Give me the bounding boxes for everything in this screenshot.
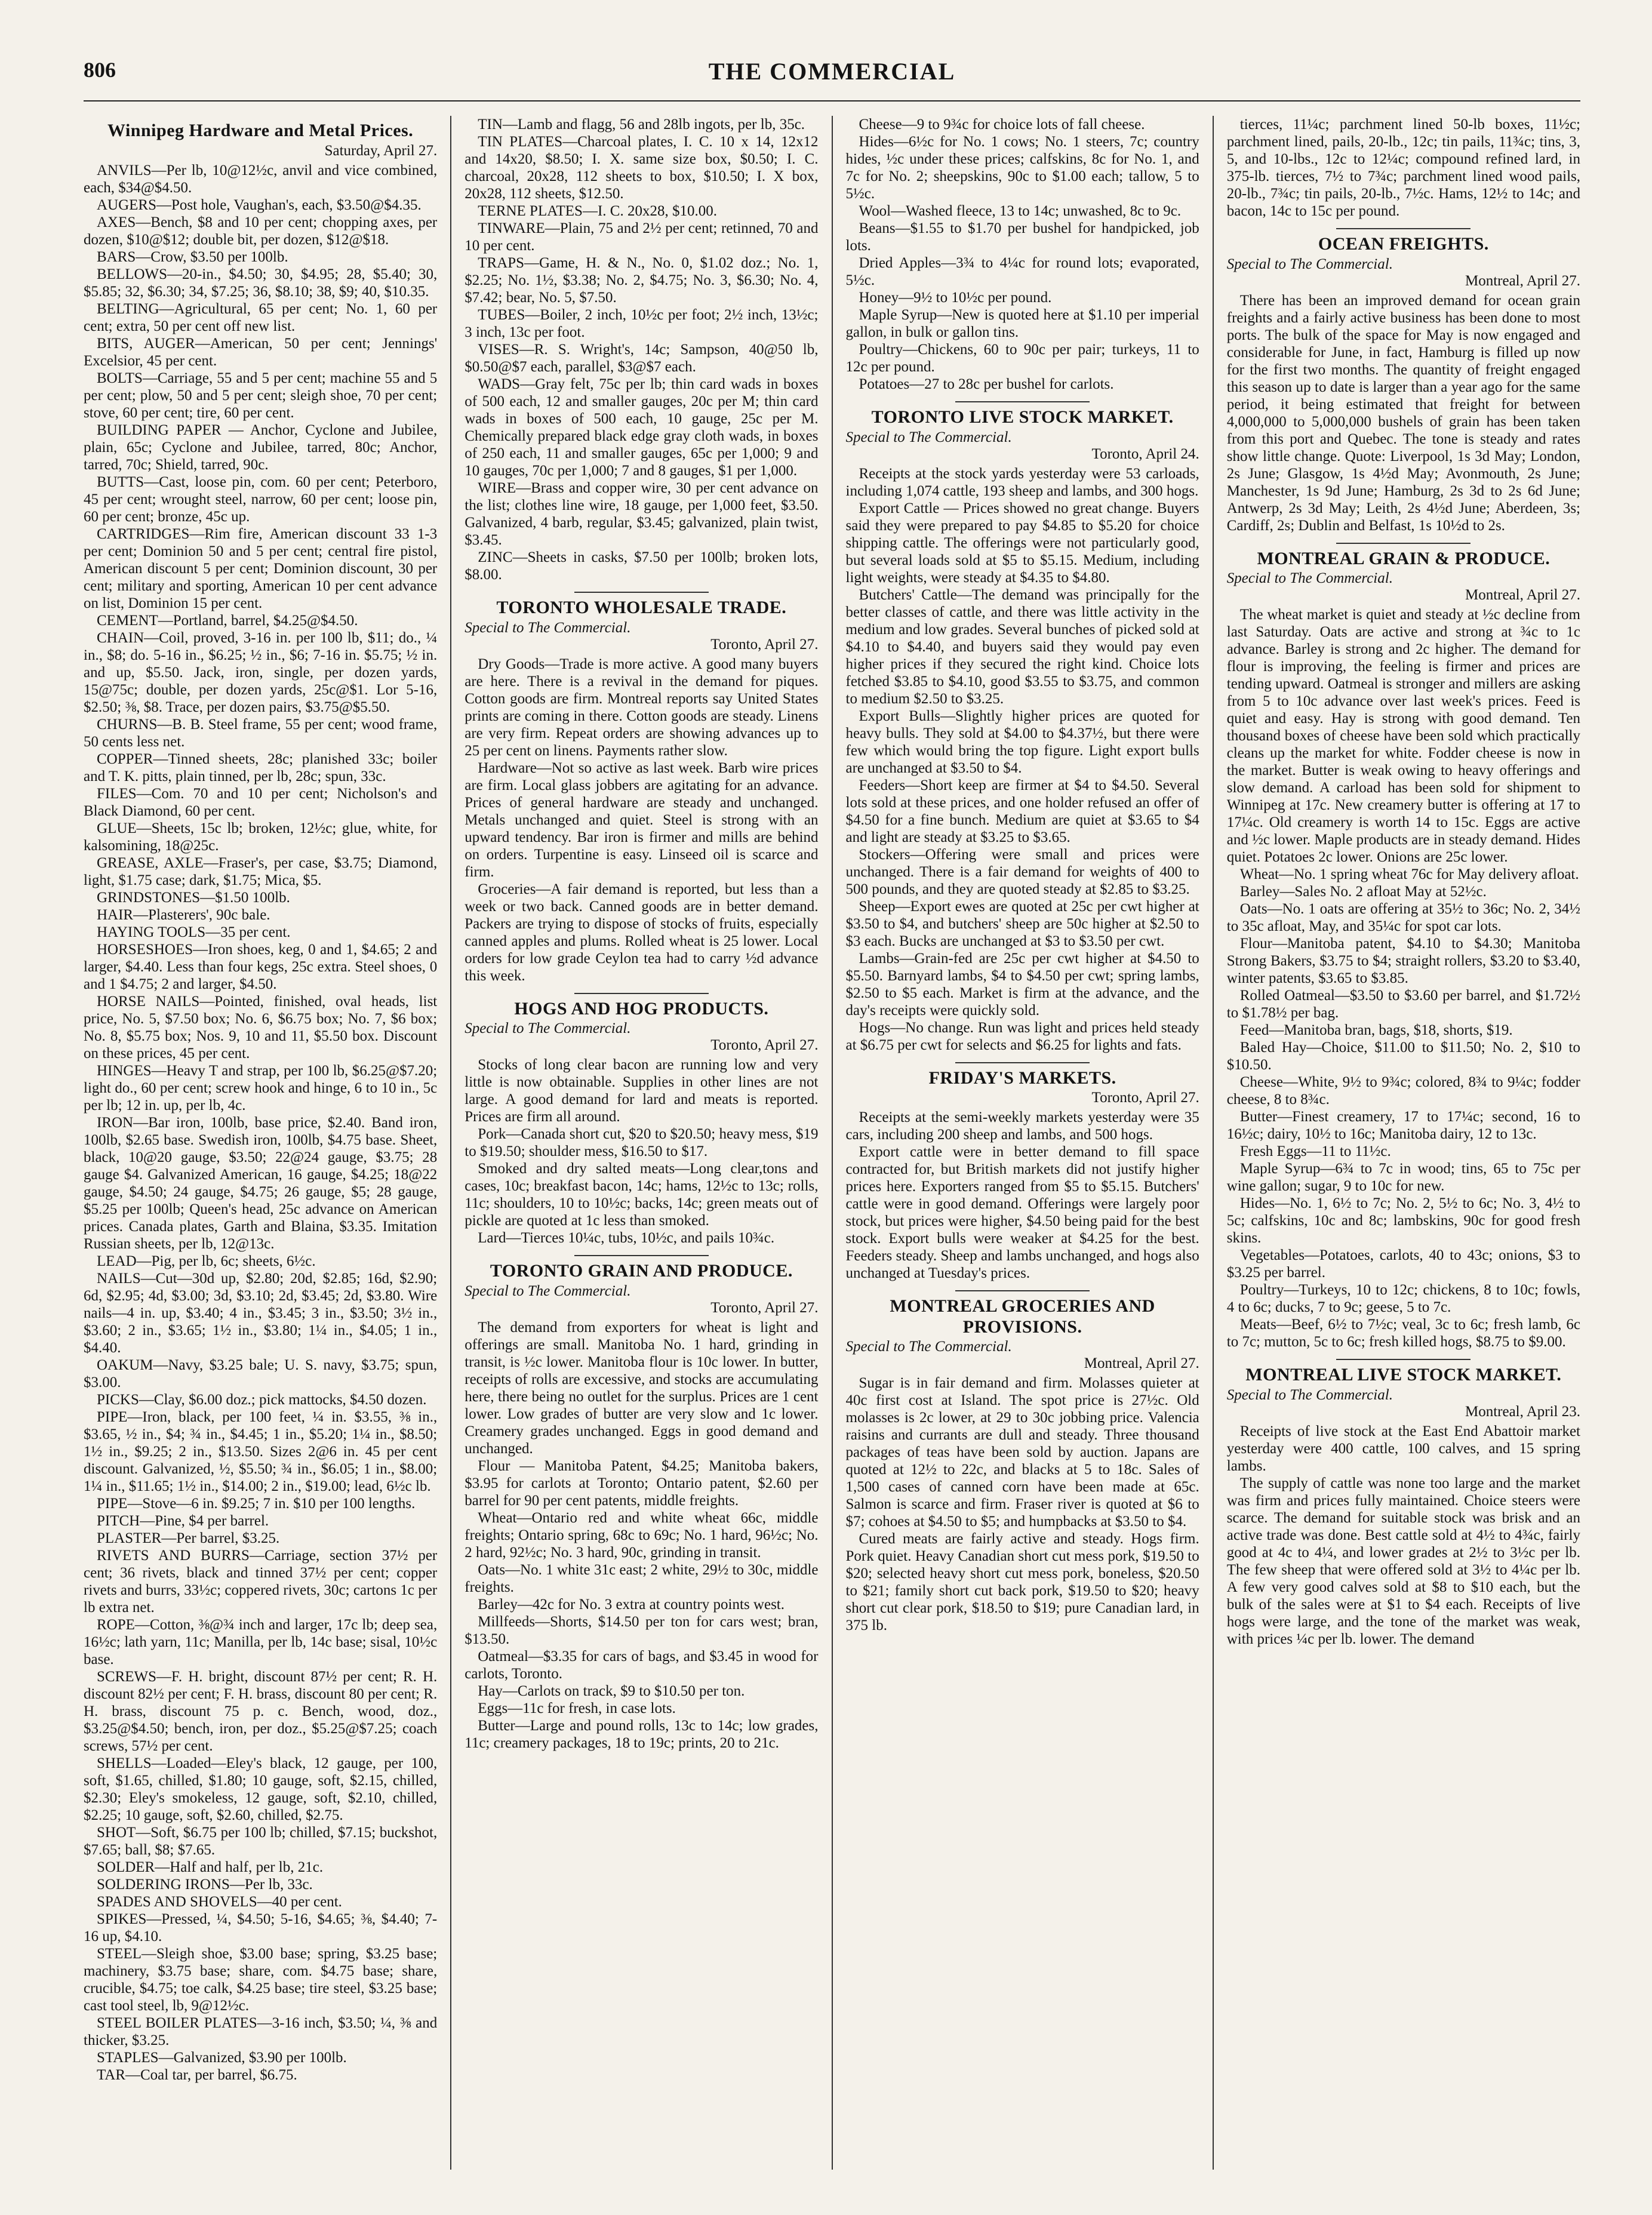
article-paragraph: Wheat—Ontario red and white wheat 66c, middle freights; Ontario spring, 68c to 69c; No. 1 hard, 96½c; No. 2 hard, 92½c; No. 3 hard, 90c, grinding in transit. bbox=[464, 1509, 819, 1561]
article-paragraph: STEEL—Sleigh shoe, $3.00 base; spring, $3.25 base; machinery, $3.75 base; share, com. $4.75 base; share, crucible, $4.75; toe calk, $4.25 base; tire steel, $3.25 base; cast tool steel, lb, 9@12½c. bbox=[84, 1945, 438, 2014]
article-paragraph: Meats—Beef, 6½ to 7½c; veal, 3c to 6c; fresh lamb, 6c to 7c; mutton, 5c to 6c; fresh killed hogs, $8.75 to $9.00. bbox=[1226, 1316, 1580, 1350]
article-title: MONTREAL GROCERIES AND PROVISIONS. bbox=[890, 1296, 1155, 1337]
article-paragraph: IRON—Bar iron, 100lb, base price, $2.40. Band iron, 100lb, $2.65 base. Swedish iron, 100lb, $4.75 base. Sheet, black, 10@20 gauge, $3.50; 22@24 gauge, $3.75; 28 gauge $4. Galvanized American, 16 gauge, $4.25; 18@22 gauge, $4.50; 24 gauge, $4.75; 26 gauge, $5; 28 gauge, $5.25 per 100lb; Queen's head, 25c advance on American prices. Canada plates, Garth and Blaina, $3.35. Imitation Russian sheets, per lb, 12@13c. bbox=[84, 1114, 438, 1252]
article bbox=[84, 121, 437, 2084]
special-credit: Special to The Commercial. bbox=[464, 619, 631, 636]
article-title: HOGS AND HOG PRODUCTS. bbox=[514, 998, 769, 1019]
article-paragraph: Barley—42c for No. 3 extra at country points west. bbox=[478, 1596, 785, 1613]
article-paragraph: PIPE—Iron, black, per 100 feet, ¼ in. $3.55, ⅜ in., $3.65, ½ in., $4; ¾ in., $4.45; 1 in., $5.20; 1¼ in., $8.50; 1½ in., $9.25; 2 in., $13.50. Sizes 2@6 in. 45 per cent discount. Galvanized, ½, $5.50; ¾ in., $6.05; 1 in., $8.00; 1¼ in., $11.65; 1½ in., $14.00; 2 in., $19.00; lead, 6½c lb. bbox=[84, 1408, 438, 1494]
article-paragraph: OAKUM—Navy, $3.25 bale; U. S. navy, $3.75; spun, $3.00. bbox=[84, 1356, 438, 1390]
column-2 bbox=[450, 116, 831, 2170]
article-paragraph: tierces, 11¼c; parchment lined 50-lb boxes, 11½c; parchment lined, pails, 20-lb., 12c; tin pails, 11¾c; tins, 3, 5, and 10-lbs., 12c to 12¼c; compound refined lard, in 375-lb. tierces, 7½ to 7¾c; parchment lined wood pails, 20-lb., 7¾c; tin pails, 20-lb., 7½c. Hams, 12½ to 14c; and bacon, 14c to 15c per pound. bbox=[1226, 116, 1580, 219]
article-paragraph: Lambs—Grain-fed are 25c per cwt higher at $4.50 to $5.50. Barnyard lambs, $4 to $4.50 per cwt; spring lambs, $2.50 to $5 each. Market is firm at the advance, and the day's receipts were quickly sold. bbox=[845, 950, 1199, 1019]
article-paragraph: Poultry—Chickens, 60 to 90c per pair; turkeys, 11 to 12c per pound. bbox=[845, 342, 1199, 375]
article bbox=[464, 116, 818, 583]
article bbox=[1227, 228, 1580, 534]
article-paragraph: Vegetables—Potatoes, carlots, 40 to 43c; onions, $3 to $3.25 per barrel. bbox=[1226, 1247, 1580, 1281]
article-paragraph: Stocks of long clear bacon are running low and very little is now obtainable. Supplies in other lines are not large. A good demand for lard and meats is reported. Prices are firm all around. bbox=[464, 1057, 819, 1125]
article-paragraph: Cheese—White, 9½ to 9¾c; colored, 8¾ to 9¼c; fodder cheese, 8 to 8¾c. bbox=[1226, 1074, 1580, 1108]
article-title: MONTREAL GRAIN & PRODUCE. bbox=[1257, 548, 1551, 568]
article-paragraph: SPIKES—Pressed, ¼, $4.50; 5-16, $4.65; ⅜, $4.40; 7-16 up, $4.10. bbox=[84, 1911, 438, 1945]
article-paragraph: Lard—Tierces 10¼c, tubs, 10½c, and pails 10¾c. bbox=[478, 1230, 775, 1246]
article-paragraph: Hay—Carlots on track, $9 to $10.50 per ton. bbox=[478, 1682, 745, 1699]
article-paragraph: Export Bulls—Slightly higher prices are quoted for heavy bulls. They sold at $4.00 to $4.37½, but there were few which would bring the top figure. Light export bulls are unchanged at $3.50 to $4. bbox=[845, 707, 1199, 776]
page-header bbox=[84, 57, 1580, 101]
article-paragraph: Butter—Finest creamery, 17 to 17¼c; second, 16 to 16½c; dairy, 10½ to 16c; Manitoba dairy, 12 to 13c. bbox=[1226, 1109, 1580, 1142]
article-paragraph: TRAPS—Game, H. & N., No. 0, $1.02 doz.; No. 1, $2.25; No. 1½, $3.38; No. 2, $4.75; No. 3, $6.30; No. 4, $7.42; bear, No. 5, $7.50. bbox=[464, 255, 819, 306]
dateline: Toronto, April 24. bbox=[1091, 445, 1199, 462]
article-paragraph: Flour — Manitoba Patent, $4.25; Manitoba bakers, $3.95 for carlots at Toronto; Ontario patent, $2.60 per barrel for 90 per cent patents, middle freights. bbox=[464, 1457, 819, 1509]
article-paragraph: CHURNS—B. B. Steel frame, 55 per cent; wood frame, 50 cents less net. bbox=[84, 716, 438, 750]
article-paragraph: BELLOWS—20-in., $4.50; 30, $4.95; 28, $5.40; 30, $5.85; 32, $6.30; 34, $7.25; 36, $8.10; 38, $9; 40, $10.35. bbox=[84, 266, 438, 300]
column-4 bbox=[1213, 116, 1580, 2170]
section-rule bbox=[955, 1290, 1090, 1291]
article-paragraph: Feed—Manitoba bran, bags, $18, shorts, $19. bbox=[1239, 1022, 1513, 1038]
article-paragraph: Stockers—Offering were small and prices were unchanged. There is a fair demand for weights of 400 to 500 pounds, and they are quoted steady at $2.85 to $3.25. bbox=[845, 846, 1199, 897]
article-paragraph: VISES—R. S. Wright's, 14c; Sampson, 40@50 lb, $0.50@$7 each, parallel, $3@$7 each. bbox=[464, 342, 819, 375]
article-title: TORONTO LIVE STOCK MARKET. bbox=[871, 407, 1174, 427]
article-paragraph: Oatmeal—$3.35 for cars of bags, and $3.45 in wood for carlots, Toronto. bbox=[464, 1648, 819, 1682]
article-paragraph: Butchers' Cattle—The demand was principally for the better classes of cattle, and there was little activity in the medium and low grades. Several bunches of picked sold at $4.10 to $4.40, and buyers said they would pay even higher prices if they secured the right kind. Choice lots fetched $3.85 to $4.10, good $3.55 to $3.75, and common to medium $2.50 to $3.25. bbox=[845, 586, 1199, 707]
article-paragraph: TIN—Lamb and flagg, 56 and 28lb ingots, per lb, 35c. bbox=[478, 116, 805, 133]
article-paragraph: Hides—No. 1, 6½ to 7c; No. 2, 5½ to 6c; No. 3, 4½ to 5c; calfskins, 10c and 8c; lambskins, 90c for good fresh skins. bbox=[1226, 1195, 1580, 1246]
article-paragraph: HAYING TOOLS—35 per cent. bbox=[97, 924, 291, 940]
article-paragraph: SCREWS—F. H. bright, discount 87½ per cent; R. H. discount 82½ per cent; F. H. brass, discount 80 per cent; R. H. brass, discount 75 p. c. Bench, wood, doz., $3.25@$4.50; bench, iron, per doz., $5.25@$7.25; coach screws, 57½ per cent. bbox=[84, 1668, 438, 1754]
article bbox=[464, 1255, 818, 1752]
article-title: TORONTO GRAIN AND PRODUCE. bbox=[490, 1261, 793, 1281]
dateline: Montreal, April 27. bbox=[1465, 587, 1580, 603]
article-paragraph: TUBES—Boiler, 2 inch, 10½c per foot; 2½ inch, 13½c; 3 inch, 13c per foot. bbox=[464, 307, 819, 340]
article-paragraph: PICKS—Clay, $6.00 doz.; pick mattocks, $4.50 dozen. bbox=[97, 1391, 427, 1408]
special-credit: Special to The Commercial. bbox=[464, 1282, 631, 1299]
article-title: Winnipeg Hardware and Metal Prices. bbox=[107, 121, 414, 140]
article-title: FRIDAY'S MARKETS. bbox=[928, 1067, 1116, 1088]
article-paragraph: Maple Syrup—New is quoted here at $1.10 per imperial gallon, in bulk or gallon tins. bbox=[845, 307, 1199, 340]
column-3 bbox=[832, 116, 1213, 2170]
article-title: MONTREAL LIVE STOCK MARKET. bbox=[1245, 1365, 1562, 1385]
article-paragraph: Hardware—Not so active as last week. Barb wire prices are firm. Local glass jobbers are agitating for an advance. Prices of general hardware are steady and unchanged. Metals unchanged and quiet. Steel is strong with an upward tendency. Bar iron is firmer and mills are behind on orders. Turpentine is easy. Linseed oil is scarce and firm. bbox=[464, 759, 819, 880]
column-1 bbox=[84, 116, 450, 2170]
article bbox=[1227, 116, 1580, 220]
article-paragraph: Wheat—No. 1 spring wheat 76c for May delivery afloat. bbox=[1239, 866, 1579, 882]
article bbox=[846, 401, 1199, 1054]
article-paragraph: TERNE PLATES—I. C. 20x28, $10.00. bbox=[478, 203, 717, 219]
article-paragraph: GREASE, AXLE—Fraser's, per case, $3.75; Diamond, light, $1.75 case; dark, $1.75; Mica, $5. bbox=[84, 854, 438, 888]
article-paragraph: HAIR—Plasterers', 90c bale. bbox=[97, 906, 270, 923]
article-paragraph: SPADES AND SHOVELS—40 per cent. bbox=[97, 1893, 342, 1910]
article-paragraph: Export cattle were in better demand to fill space contracted for, but British markets did not justify higher prices here. Exporters ranged from $5 to $5.15. Butchers' cattle were in good demand. Offerings were largely poor stock, but prices were higher, $4.50 being paid for the best stock. Export bulls were weaker at $4.25 for the best. Feeders steady. Sheep and lambs unchanged, and hogs also unchanged at Tuesday's prices. bbox=[845, 1144, 1199, 1281]
article-paragraph: Fresh Eggs—11 to 11½c. bbox=[1239, 1143, 1391, 1159]
article-paragraph: NAILS—Cut—30d up, $2.80; 20d, $2.85; 16d, $2.90; 6d, $2.95; 4d, $3.00; 3d, $3.10; 2d, $3.45; 2d, $3.80. Wire nails—4 in. up, $3.40; 4 in., $3.45; 3 in., $3.50; 3½ in., $3.60; 2 in., $3.65; 1½ in., $3.80; 1¼ in., $4.05; 1 in., $4.40. bbox=[84, 1270, 438, 1356]
article-paragraph: Pork—Canada short cut, $20 to $20.50; heavy mess, $19 to $19.50; shoulder mess, $16.50 to $17. bbox=[464, 1126, 819, 1159]
dateline: Saturday, April 27. bbox=[324, 142, 438, 159]
article bbox=[846, 116, 1199, 393]
article-paragraph: SOLDER—Half and half, per lb, 21c. bbox=[97, 1859, 324, 1875]
article-paragraph: CARTRIDGES—Rim fire, American discount 33 1-3 per cent; Dominion 50 and 5 per cent; central fire pistol, American discount 5 per cent; Dominion discount, 30 per cent; military and sporting, American 10 per cent advance on list, Dominion 15 per cent. bbox=[84, 525, 438, 611]
article bbox=[464, 993, 818, 1247]
article-paragraph: Baled Hay—Choice, $11.00 to $11.50; No. 2, $10 to $10.50. bbox=[1226, 1039, 1580, 1073]
article-paragraph: HORSE NAILS—Pointed, finished, oval heads, list price, No. 5, $7.50 box; No. 6, $6.75 box; No. 7, $6 box; No. 8, $5.75 box; Nos. 9, 10 and 11, $5.50 box. Discount on these prices, 45 per cent. bbox=[84, 993, 438, 1062]
article-paragraph: STAPLES—Galvanized, $3.90 per 100lb. bbox=[97, 2049, 347, 2066]
article-paragraph: Dry Goods—Trade is more active. A good many buyers are here. There is a revival in the demand for piques. Cotton goods are firm. Montreal reports say United States prints are coming in there. Cotton goods are steady. Linens are very firm. Repeat orders are showing advances up to 25 per cent on linens. Payments rather slow. bbox=[464, 656, 819, 759]
dateline: Montreal, April 27. bbox=[1465, 272, 1580, 289]
article-paragraph: TIN PLATES—Charcoal plates, I. C. 10 x 14, 12x12 and 14x20, $8.50; I. X. same size box, $0.50; I. C. charcoal, 20x28, 112 sheets to box, $10.50; I. X box, 20x28, 112 sheets, $12.50. bbox=[464, 134, 819, 202]
special-credit: Special to The Commercial. bbox=[845, 429, 1012, 445]
article-paragraph: Maple Syrup—6¾ to 7c in wood; tins, 65 to 75c per wine gallon; sugar, 9 to 10c for new. bbox=[1226, 1161, 1580, 1194]
article-paragraph: HINGES—Heavy T and strap, per 100 lb, $6.25@$7.20; light do., 60 per cent; screw hook and hinge, 6 to 10 in., 5c per lb; 12 in. up, per lb, 4c. bbox=[84, 1062, 438, 1113]
special-credit: Special to The Commercial. bbox=[464, 1020, 631, 1036]
article-paragraph: COPPER—Tinned sheets, 28c; planished 33c; boiler and T. K. pitts, plain tinned, per lb, 28c; spun, 33c. bbox=[84, 750, 438, 785]
article-paragraph: BOLTS—Carriage, 55 and 5 per cent; machine 55 and 5 per cent; plow, 50 and 5 per cent; sleigh shoe, 70 per cent; stove, 60 per cent; tire, 60 per cent. bbox=[84, 370, 438, 421]
article-paragraph: Rolled Oatmeal—$3.50 to $3.60 per barrel, and $1.72½ to $1.78½ per bag. bbox=[1226, 987, 1580, 1021]
article-paragraph: AUGERS—Post hole, Vaughan's, each, $3.50@$4.35. bbox=[97, 196, 422, 213]
article-paragraph: SHOT—Soft, $6.75 per 100 lb; chilled, $7.15; buckshot, $7.65; ball, $8; $7.65. bbox=[84, 1824, 438, 1858]
article-paragraph: PIPE—Stove—6 in. $9.25; 7 in. $10 per 100 lengths. bbox=[97, 1495, 416, 1512]
article-paragraph: Groceries—A fair demand is reported, but less than a week or two back. Canned goods are in better demand. Packers are trying to dispose of stocks of fruits, especially canned apples and plums. Rolled wheat is 25 lower. Local orders for low grade Ceylon tea had to carry ½d advance this week. bbox=[464, 881, 819, 984]
article-paragraph: WADS—Gray felt, 75c per lb; thin card wads in boxes of 500 each, 12 and smaller gauges, 20c per M; thin card wads in boxes of 500 each, 10 gauge, 25c per M. Chemically prepared black edge gray cloth wads, in boxes of 250 each, 11 and smaller gauges, 65c per 1,000; 9 and 10 gauges, 70c per 1,000; 7 and 8 gauges, $1 per 1,000. bbox=[464, 376, 819, 479]
article-paragraph: Beans—$1.55 to $1.70 per bushel for handpicked, job lots. bbox=[845, 220, 1199, 254]
article-paragraph: Oats—No. 1 white 31c east; 2 white, 29½ to 30c, middle freights. bbox=[464, 1561, 819, 1595]
article-paragraph: GLUE—Sheets, 15c lb; broken, 12½c; glue, white, for kalsomining, 18@25c. bbox=[84, 820, 438, 854]
special-credit: Special to The Commercial. bbox=[1226, 570, 1393, 586]
article-paragraph: WIRE—Brass and copper wire, 30 per cent advance on the list; clothes line wire, 18 gauge, per 1,000 feet, $3.50. Galvanized, 4 barb, regular, $3.45; galvanized, plain twist, $3.45. bbox=[464, 480, 819, 548]
article-paragraph: PLASTER—Per barrel, $3.25. bbox=[97, 1530, 280, 1546]
article bbox=[1227, 1359, 1580, 1648]
section-rule bbox=[574, 993, 709, 994]
special-credit: Special to The Commercial. bbox=[1226, 256, 1393, 272]
article-paragraph: Cured meats are fairly active and steady. Hogs firm. Pork quiet. Heavy Canadian short cut mess pork, $19.50 to $20; selected heavy short cut mess pork, boneless, $20.50 to $21; family short cut back pork, $19.50 to $20; heavy short cut clear pork, $18.50 to $19; pure Canadian lard, in 375 lb. bbox=[845, 1531, 1199, 1633]
article-paragraph: Oats—No. 1 oats are offering at 35½ to 36c; No. 2, 34½ to 35c afloat, May, and 35¼c for spot car lots. bbox=[1226, 901, 1580, 934]
article-paragraph: AXES—Bench, $8 and 10 per cent; chopping axes, per dozen, $10@$12; double bit, per dozen, $12@$18. bbox=[84, 214, 438, 248]
article-paragraph: Receipts of live stock at the East End Abattoir market yesterday were 400 cattle, 100 calves, and 15 spring lambs. bbox=[1226, 1423, 1580, 1474]
section-rule bbox=[955, 1062, 1090, 1063]
article bbox=[846, 1290, 1199, 1634]
section-rule bbox=[1336, 1359, 1471, 1360]
article-paragraph: HORSESHOES—Iron shoes, keg, 0 and 1, $4.65; 2 and larger, $4.40. Less than four kegs, 25c extra. Steel shoes, 0 and 1 $4.75; 2 and larger, $4.50. bbox=[84, 941, 438, 992]
article-paragraph: ANVILS—Per lb, 10@12½c, anvil and vice combined, each, $34@$4.50. bbox=[84, 162, 438, 196]
article-paragraph: Hogs—No change. Run was light and prices held steady at $6.75 per cwt for selects and $6.25 for lights and fats. bbox=[845, 1019, 1199, 1053]
article-paragraph: Sheep—Export ewes are quoted at 25c per cwt higher at $3.50 to $4, and butchers' sheep are 50c higher at $2.50 to $3 each. Bucks are unchanged at $3 to $3.50 per cwt. bbox=[845, 898, 1199, 949]
article-paragraph: ZINC—Sheets in casks, $7.50 per 100lb; broken lots, $8.00. bbox=[464, 549, 819, 583]
section-rule bbox=[574, 1255, 709, 1256]
article-paragraph: Honey—9½ to 10½c per pound. bbox=[859, 290, 1052, 306]
article-paragraph: BUTTS—Cast, loose pin, com. 60 per cent; Peterboro, 45 per cent; wrought steel, narrow, 60 per cent; loose pin, 60 per cent; bronze, 45c up. bbox=[84, 473, 438, 525]
article-paragraph: PITCH—Pine, $4 per barrel. bbox=[97, 1512, 269, 1529]
article-paragraph: BARS—Crow, $3.50 per 100lb. bbox=[97, 248, 288, 265]
article-paragraph: There has been an improved demand for ocean grain freights and a fairly active business has been done to most ports. The bulk of the space for May is now engaged and considerable for June, in fact, Hamburg is filled up now for the first two months. The quantity of freight engaged this season up to date is larger than a year ago for the same period, it being estimated that freight for between 4,000,000 to 5,000,000 bushels of grain has been taken from this port and Quebec. The tone is steady and rates show little change. Quote: Liverpool, 1s 3d May; London, 2s June; Glasgow, 1s 4½d May; Avonmouth, 2s June; Manchester, 1s 9d June; Hamburg, 2s 3d to 2s 6d June; Antwerp, 2s 3d May; Leith, 2s 4½d June; Aberdeen, 3s; Cardiff, 2s; Dublin and Belfast, 1s 10½d to 2s. bbox=[1226, 292, 1580, 534]
article-paragraph: The wheat market is quiet and steady at ½c decline from last Saturday. Oats are active and strong at ¾c to 1c advance. Barley is strong and 2c higher. The demand for flour is improving, the feeling is firmer and prices are tending upward. Oatmeal is stronger and millers are asking from 5 to 10c advance over last week's prices. Feed is quiet and easy. Hay is strong with good demand. Ten thousand boxes of cheese have been sold which practically cleans up the market for white. Fodder cheese is now in the market. Butter is weak owing to heavy offerings and slow demand. A carload has been sold for shipment to Winnipeg at 17c. New creamery butter is offering at 17 to 17¼c. Old creamery is worth 14 to 15c. Eggs are active and ½c lower. Maple products are in steady demand. Hides quiet. Potatoes 2c lower. Onions are 25c lower. bbox=[1226, 607, 1580, 865]
dateline: Toronto, April 27. bbox=[1091, 1090, 1199, 1106]
article-paragraph: Wool—Washed fleece, 13 to 14c; unwashed, 8c to 9c. bbox=[859, 203, 1182, 219]
article-paragraph: BUILDING PAPER — Anchor, Cyclone and Jubilee, plain, 65c; Cyclone and Jubilee, tarred, 80c; Anchor, tarred, 70c; Shield, tarred, 90c. bbox=[84, 422, 438, 473]
article-paragraph: ROPE—Cotton, ⅜@¾ inch and larger, 17c lb; deep sea, 16½c; lath yarn, 11c; Manilla, per lb, 14c base; sisal, 10½c base. bbox=[84, 1616, 438, 1668]
article-paragraph: TAR—Coal tar, per barrel, $6.75. bbox=[97, 2066, 297, 2083]
article-title: OCEAN FREIGHTS. bbox=[1318, 234, 1489, 254]
article-paragraph: Potatoes—27 to 28c per bushel for carlots. bbox=[859, 376, 1114, 392]
article-paragraph: The demand from exporters for wheat is light and offerings are small. Manitoba No. 1 hard, grinding in transit, is ½c lower. Manitoba flour is 10c lower. In butter, receipts of rolls are excessive, and stocks are accumulating here, there being no outlet for the surplus. Prices are 1 cent lower. Low grades of butter are very slow and 1c lower. Creamery grades unchanged. Eggs in good demand and unchanged. bbox=[464, 1319, 819, 1457]
article-paragraph: CEMENT—Portland, barrel, $4.25@$4.50. bbox=[97, 612, 358, 629]
masthead-title: THE COMMERCIAL bbox=[708, 58, 956, 85]
article-paragraph: Butter—Large and pound rolls, 13c to 14c; low grades, 11c; creamery packages, 18 to 19c; prints, 20 to 21c. bbox=[464, 1717, 819, 1751]
article-paragraph: STEEL BOILER PLATES—3-16 inch, $3.50; ¼, ⅜ and thicker, $3.25. bbox=[84, 2014, 438, 2048]
article-paragraph: Millfeeds—Shorts, $14.50 per ton for cars west; bran, $13.50. bbox=[464, 1613, 819, 1647]
article-paragraph: TINWARE—Plain, 75 and 2½ per cent; retinned, 70 and 10 per cent. bbox=[464, 220, 819, 254]
article-paragraph: Receipts at the stock yards yesterday were 53 carloads, including 1,074 cattle, 193 sheep and lambs, and 300 hogs. bbox=[845, 465, 1199, 499]
dateline: Toronto, April 27. bbox=[710, 636, 819, 653]
article-paragraph: Export Cattle — Prices showed no great change. Buyers said they were prepared to pay $4.85 to $5.20 for choice shipping cattle. The offerings were not particularly good, but several loads sold at $5 to $5.15. Medium, including light weights, were steady at $4.35 to $4.80. bbox=[845, 500, 1199, 586]
article-paragraph: CHAIN—Coil, proved, 3-16 in. per 100 lb, $11; do., ¼ in., $8; do. 5-16 in., $6.25; ½ in., $6; 7-16 in. $5.75; ½ in. and up, $5.50. Jack, iron, single, per dozen yards, 15@75c; double, per dozen yards, 25c@$1. Lor 5-16, $2.50; ⅜, $8. Trace, per dozen pairs, $3.75@$5.50. bbox=[84, 629, 438, 715]
article-paragraph: The supply of cattle was none too large and the market was firm and prices fully maintained. Choice steers were scarce. The demand for suitable stock was brisk and an active trade was done. Best cattle sold at 4½ to 4¾c, fairly good at 4c to 4¼, and lower grades at 2½ to 3½c per lb. The few sheep that were offered sold at 3½ to 4¼c per lb. A few very good calves sold at $8 to $10 each, but the bulk of the sales were at $1 to $4 each. Receipts of live hogs were large, and the tone of the market was weak, with prices ¼c per lb. lower. The demand bbox=[1226, 1475, 1580, 1647]
article-paragraph: Eggs—11c for fresh, in case lots. bbox=[478, 1700, 676, 1716]
article-paragraph: LEAD—Pig, per lb, 6c; sheets, 6½c. bbox=[97, 1253, 316, 1269]
dateline: Toronto, April 27. bbox=[710, 1299, 819, 1316]
article-paragraph: Feeders—Short keep are firmer at $4 to $4.50. Several lots sold at these prices, and one holder refused an offer of $4.50 for a fine bunch. Medium are quiet at $3.65 to $4 and light are steady at $3.25 to $3.65. bbox=[845, 777, 1199, 845]
article-paragraph: Poultry—Turkeys, 10 to 12c; chickens, 8 to 10c; fowls, 4 to 6c; ducks, 7 to 9c; geese, 5 to 7c. bbox=[1226, 1282, 1580, 1315]
article-paragraph: Cheese—9 to 9¾c for choice lots of fall cheese. bbox=[859, 116, 1145, 133]
article-paragraph: BELTING—Agricultural, 65 per cent; No. 1, 60 per cent; extra, 50 per cent off new list. bbox=[84, 300, 438, 334]
special-credit: Special to The Commercial. bbox=[845, 1339, 1012, 1355]
article-paragraph: Hides—6½c for No. 1 cows; No. 1 steers, 7c; country hides, ½c under these prices; calfskins, 8c for No. 1, and 7c for No. 2; sheepskins, 90c to $1.00 each; tallow, 5 to 5½c. bbox=[845, 134, 1199, 202]
dateline: Montreal, April 27. bbox=[1084, 1355, 1199, 1371]
article bbox=[464, 592, 818, 985]
section-rule bbox=[1336, 228, 1471, 229]
section-rule bbox=[955, 401, 1090, 402]
dateline: Montreal, April 23. bbox=[1465, 1403, 1580, 1420]
article bbox=[846, 1062, 1199, 1282]
article-paragraph: RIVETS AND BURRS—Carriage, section 37½ per cent; 36 rivets, black and tinned 37½ per cent; copper rivets and burrs, 33½c; coppered rivets, 30c; cartons 1c per lb extra net. bbox=[84, 1547, 438, 1616]
article-paragraph: Flour—Manitoba patent, $4.10 to $4.30; Manitoba Strong Bakers, $3.75 to $4; straight rollers, $3.20 to $3.40, winter patents, $3.65 to $3.85. bbox=[1226, 936, 1580, 986]
page-number: 806 bbox=[84, 58, 116, 82]
article-title: TORONTO WHOLESALE TRADE. bbox=[496, 598, 787, 617]
article-paragraph: Sugar is in fair demand and firm. Molasses quieter at 40c first cost at Island. The spot price is 27½c. Old molasses is 2c lower, at 29 to 30c jobbing price. Valencia raisins and currants are dull and steady. Three thousand packages of teas have been sold by auction. Japans are quoted at 12½ to 22c, and blacks at 5 to 18c. Sales of 1,500 cases of canned corn have been made at 65c. Salmon is scarce and firm. Fraser river is quoted at $6 to $7; cohoes at $4.50 to $5; and humpbacks at $3.50 to $4. bbox=[845, 1375, 1199, 1530]
article-paragraph: Smoked and dry salted meats—Long clear,tons and cases, 10c; breakfast bacon, 14c; hams, 12½c to 13c; rolls, 11c; shoulders, 10 to 10½c; backs, 14c; green meats out of pickle are quoted at 1c less than smoked. bbox=[464, 1161, 819, 1229]
article-paragraph: Receipts at the semi-weekly markets yesterday were 35 cars, including 200 sheep and lambs, and 500 hogs. bbox=[845, 1109, 1199, 1143]
special-credit: Special to The Commercial. bbox=[1226, 1386, 1393, 1403]
article-paragraph: GRINDSTONES—$1.50 100lb. bbox=[97, 889, 290, 906]
section-rule bbox=[1336, 543, 1471, 544]
article-paragraph: BITS, AUGER—American, 50 per cent; Jennings' Excelsior, 45 per cent. bbox=[84, 335, 438, 369]
article-paragraph: FILES—Com. 70 and 10 per cent; Nicholson's and Black Diamond, 60 per cent. bbox=[84, 785, 438, 819]
dateline: Toronto, April 27. bbox=[710, 1037, 819, 1053]
columns bbox=[84, 116, 1580, 2170]
article bbox=[1227, 543, 1580, 1351]
article-paragraph: SHELLS—Loaded—Eley's black, 12 gauge, per 100, soft, $1.65, chilled, $1.80; 10 gauge, soft, $2.15, chilled, $2.30; Eley's smokeless, 12 gauge, soft, $2.10, chilled, $2.25; 10 gauge, soft, $2.60, chilled, $2.75. bbox=[84, 1755, 438, 1823]
article-paragraph: Barley—Sales No. 2 afloat May at 52½c. bbox=[1239, 884, 1487, 900]
section-rule bbox=[574, 592, 709, 593]
article-paragraph: SOLDERING IRONS—Per lb, 33c. bbox=[97, 1876, 313, 1893]
article-paragraph: Dried Apples—3¾ to 4¼c for round lots; evaporated, 5½c. bbox=[845, 255, 1199, 288]
